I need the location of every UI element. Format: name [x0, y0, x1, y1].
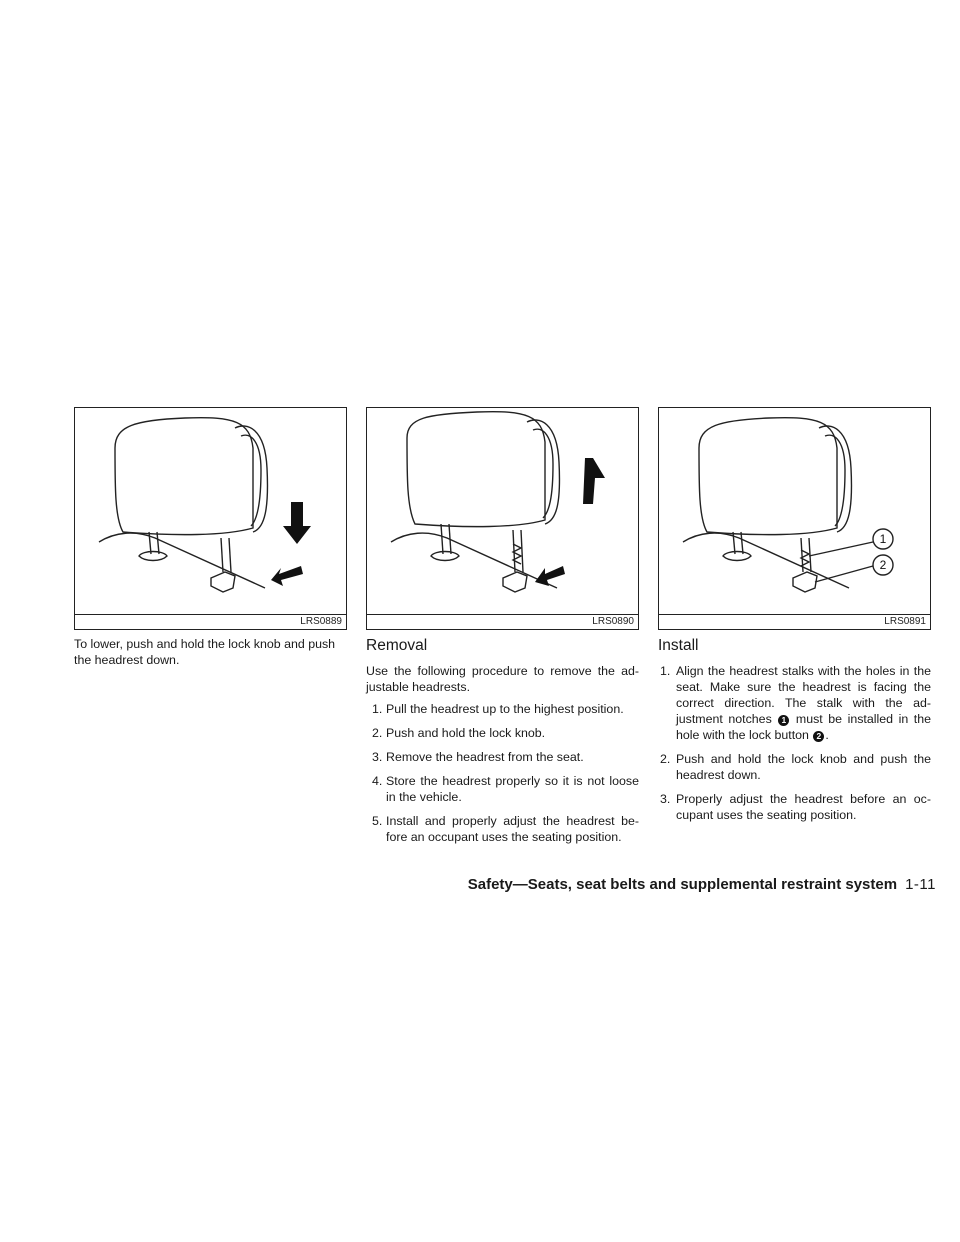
- footer-section-title: Safety—Seats, seat belts and supplemental restraint system: [467, 876, 898, 893]
- removal-heading: Removal: [366, 637, 428, 654]
- callout-badge-1: 1: [778, 715, 789, 726]
- install-heading: Install: [658, 637, 699, 654]
- list-item: 1. Pull the headrest up to the highest position.: [372, 702, 624, 716]
- column-1: [74, 407, 347, 668]
- figure-headrest-install: [658, 407, 931, 630]
- figure-code: LRS0891: [659, 614, 930, 629]
- headrest-lower-illustration: [75, 408, 346, 614]
- list-item: 2. Push and hold the lock knob.: [372, 726, 546, 740]
- list-item: 3. Properly adjust the headrest before an oc- cupant uses the seating position.: [660, 792, 931, 822]
- column-2: [366, 407, 639, 853]
- callout-1: 1: [879, 532, 887, 546]
- lower-instruction: To lower, push and hold the lock knob and push the headrest down.: [74, 637, 336, 667]
- page-footer: [0, 876, 936, 894]
- figure-headrest-removal: [366, 407, 639, 630]
- page-number: 1-11: [905, 876, 936, 893]
- figure-headrest-lower: [74, 407, 347, 630]
- install-steps: [658, 663, 931, 823]
- callout-badge-2: 2: [813, 731, 824, 742]
- list-item: 2. Push and hold the lock knob and push the headrest down.: [660, 752, 931, 782]
- arrow-push-icon: [535, 566, 565, 586]
- headrest-install-illustration: [659, 408, 930, 614]
- list-item: 5. Install and properly adjust the headrest be- fore an occupant uses the seating position.: [372, 814, 639, 844]
- figure-code: LRS0889: [75, 614, 346, 629]
- removal-intro: Use the following procedure to remove the ad- justable headrests.: [366, 664, 639, 694]
- list-item: 1. Align the headrest stalks with the holes in the seat. Make sure the headrest is facing the correct direction. The stalk with the ad- justment notches 1 must be installed in the hole with the lock button 2 .: [660, 664, 931, 742]
- figure-code: LRS0890: [367, 614, 638, 629]
- list-item: 3. Remove the headrest from the seat.: [372, 750, 584, 764]
- arrow-push-icon: [271, 566, 303, 586]
- headrest-removal-illustration: [367, 408, 638, 614]
- arrow-up-icon: [583, 458, 605, 504]
- removal-steps: [366, 701, 639, 845]
- column-3: [658, 407, 931, 831]
- list-item: 4. Store the headrest properly so it is not loose in the vehicle.: [372, 774, 639, 804]
- callout-2: 2: [879, 558, 887, 572]
- arrow-down-icon: [283, 502, 311, 544]
